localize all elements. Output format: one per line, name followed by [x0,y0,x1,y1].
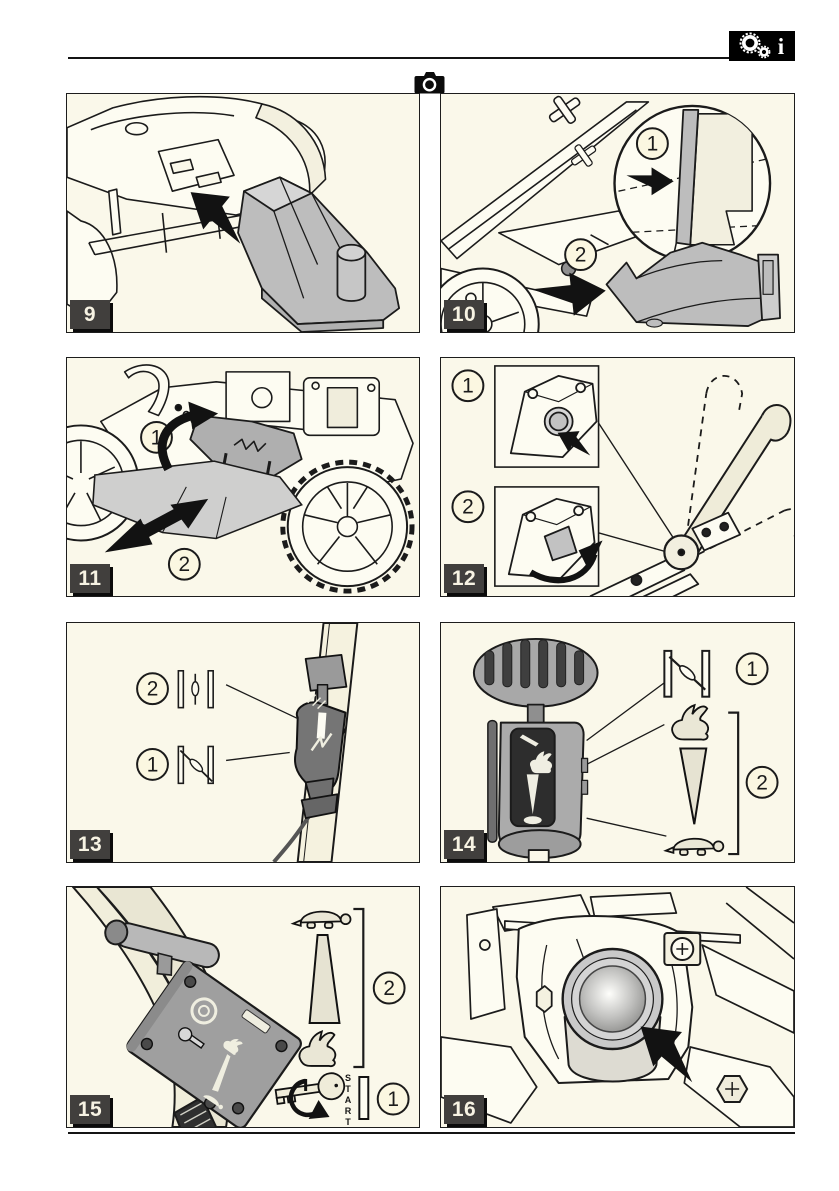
figure-number-badge: 15 [70,1095,110,1124]
figure-15-illustration [67,887,419,1127]
gears-info-icon [729,31,795,61]
figure-12-illustration [441,358,794,596]
settings-info-box [729,31,795,61]
blade-run-icon [178,746,213,783]
figure-panel-13 [66,622,420,863]
svg-text:1: 1 [387,1087,399,1112]
screw-plate [664,933,700,965]
hex-nut [717,1076,747,1102]
throttle-range-icon [680,748,706,824]
figure-number-badge: 13 [70,830,110,859]
step2-badge [137,673,168,704]
callout-lines [587,683,667,836]
rabbit-fast-icon [672,705,708,740]
svg-text:2: 2 [756,771,768,795]
mulch-plug [238,177,399,332]
figure-panel-10 [440,93,795,333]
svg-text:2: 2 [383,976,395,1001]
figure-16-illustration [441,887,794,1127]
svg-text:1: 1 [150,426,163,450]
figure-11-illustration [67,358,419,596]
figure-number-badge: 14 [444,830,484,859]
figure-14-illustration [441,623,794,862]
step2-badge [169,549,200,580]
start-position-bar [359,1077,368,1119]
step2-badge [452,491,483,522]
throttle-range-icon [310,935,340,1023]
step1-badge [452,370,483,401]
step1-badge [137,749,168,780]
figure-panel-16 [440,886,795,1128]
step2-badge [374,973,405,1004]
range-bracket [728,713,738,854]
svg-text:2: 2 [146,677,159,701]
callout-lines [226,685,298,761]
turtle-slow-icon [293,912,350,928]
figure-panel-14 [440,622,795,863]
gear-small-icon [758,46,769,57]
step2-badge [565,239,596,270]
figure-panel-9 [66,93,420,333]
rabbit-fast-icon [299,1031,335,1066]
figure-number-badge: 9 [70,300,110,329]
inset-step2 [495,487,603,586]
figure-panel-15 [66,886,420,1128]
figure-panel-11 [66,357,420,597]
svg-text:1: 1 [646,132,659,156]
gear-large-icon [741,34,760,53]
step2-badge [747,767,778,798]
step1-badge [637,128,668,159]
start-label: START [343,1073,353,1128]
ignition-key-icon [274,1072,346,1107]
svg-text:1: 1 [746,657,758,681]
top-rule [68,57,729,59]
range-bracket [353,909,363,1067]
svg-text:1: 1 [146,753,159,777]
svg-text:2: 2 [462,495,474,519]
step1-badge [378,1084,409,1115]
step1-badge [737,653,768,684]
figure-9-illustration [67,94,419,332]
info-glyph: i [777,34,785,59]
svg-text:1: 1 [462,374,474,398]
figure-number-badge: 11 [70,564,110,593]
discharge-deflector [607,243,781,327]
throttle-lever [474,639,598,862]
turtle-slow-icon [666,839,724,855]
camera-icon [414,72,445,94]
bottom-rule [68,1132,795,1134]
svg-text:2: 2 [178,553,191,577]
figure-10-illustration [441,94,794,332]
blade-stop-icon [178,671,213,708]
detail-inset-circle [615,106,775,261]
handlebar-pivot [591,376,794,596]
figure-number-badge: 10 [444,300,484,329]
figure-number-badge: 16 [444,1095,484,1124]
figure-13-illustration [67,623,419,862]
figure-panel-12 [440,357,795,597]
inset-step1 [495,366,599,467]
blade-icon [664,651,709,697]
svg-text:2: 2 [574,243,587,267]
figure-number-badge: 12 [444,564,484,593]
callout-lines [598,421,677,552]
